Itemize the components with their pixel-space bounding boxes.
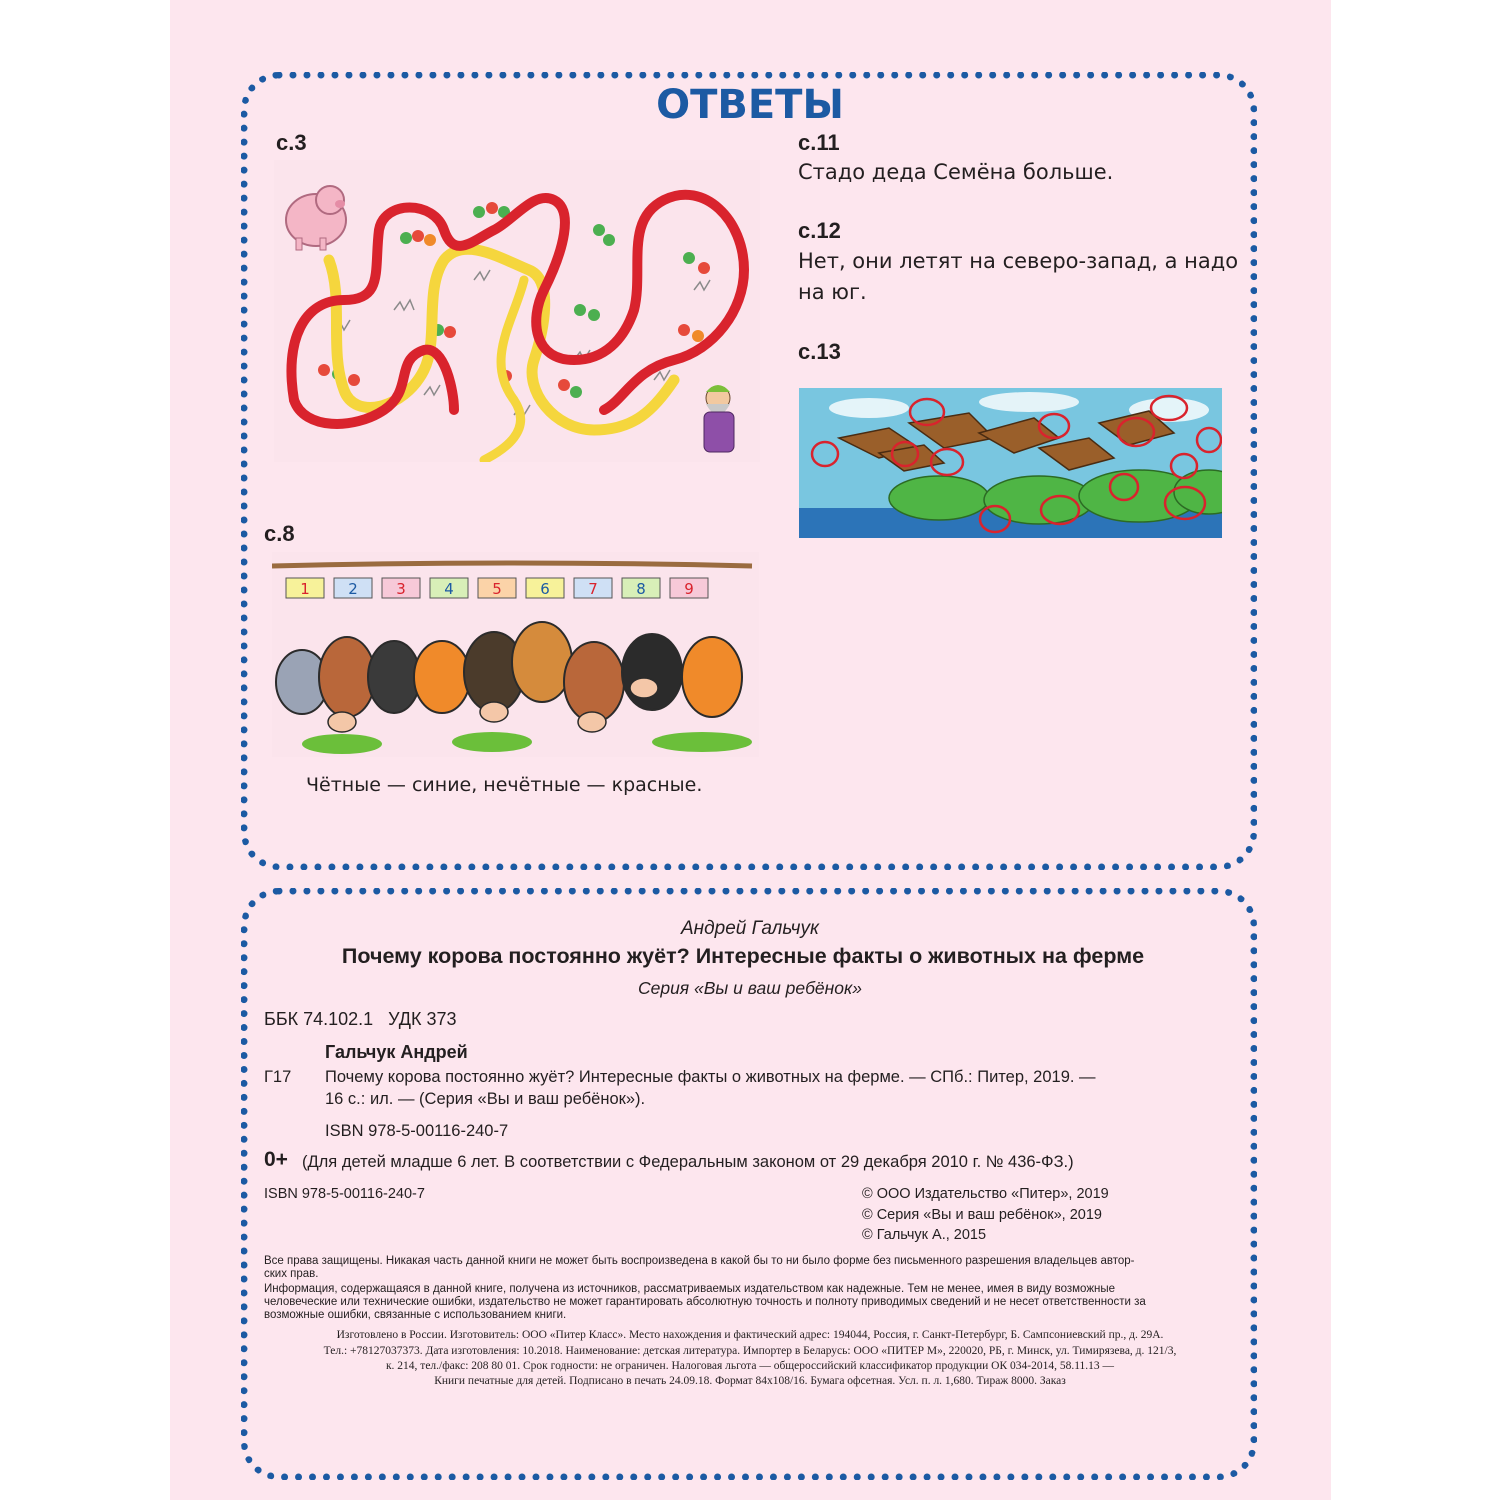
author-bold: Гальчук Андрей — [325, 1042, 468, 1062]
classification-codes: ББК 74.102.1 УДК 373 — [264, 1009, 457, 1029]
cow-number-label: 7 — [588, 580, 598, 598]
author-mark: Г17 — [264, 1068, 292, 1086]
cow-number-label: 3 — [396, 580, 406, 598]
cows-illustration — [272, 552, 759, 757]
description-line-1: Почему корова постоянно жуёт? Интересные факты о животных на ферме. — СПб.: Питер, 2019. — — [325, 1068, 1096, 1086]
rights-line-1: Все права защищены. Никакая часть данной книги не может быть воспроизведена в какой бы то ни было форме без письменного разрешения владельцев автор- — [264, 1255, 1135, 1267]
answers-title: ОТВЕТЫ — [656, 82, 844, 128]
cow-number-label: 8 — [636, 580, 646, 598]
copyright-publisher: © ООО Издательство «Питер», 2019 — [862, 1186, 1109, 1202]
page-11-label: с.11 — [798, 130, 840, 155]
age-rating: 0+ — [264, 1148, 288, 1171]
book-title: Почему корова постоянно жуёт? Интересные факты о животных на ферме — [341, 944, 1145, 968]
series-name: Серия «Вы и ваш ребёнок» — [637, 978, 863, 998]
birds-illustration — [799, 388, 1222, 538]
isbn: ISBN 978-5-00116-240-7 — [264, 1186, 425, 1202]
page-3-label: с.3 — [276, 130, 307, 155]
age-rating-note: (Для детей младше 6 лет. В соответствии с Федеральным законом от 29 декабря 2010 г. № 436-ФЗ.) — [302, 1153, 1074, 1171]
page-8-label: с.8 — [264, 521, 295, 546]
page-8-caption: Чётные — синие, нечётные — красные. — [306, 774, 703, 796]
info-line-2: человеческие или технические ошибки, издательство не может гарантировать абсолютную точность и полноту приводимых сведений и не несет ответственности за — [264, 1296, 1146, 1308]
copyright-series: © Серия «Вы и ваш ребёнок», 2019 — [862, 1207, 1103, 1223]
rights-line-2: ских прав. — [264, 1268, 319, 1280]
manufacture-line-2: Тел.: +78127037373. Дата изготовления: 10.2018. Наименование: детская литература. Импортер в Беларусь: ООО «ПИТЕР М», 220020, РБ, г. Минск, ул. Тимирязева, д. 121/3, — [323, 1345, 1177, 1357]
manufacture-line-3: к. 214, тел./факс: 208 80 01. Срок годности: не ограничен. Налоговая льгота — общероссийский классификатор продукции ОК 034-2014, 58.11.13 — — [385, 1360, 1115, 1372]
description-line-2: 16 с.: ил. — (Серия «Вы и ваш ребёнок»). — [325, 1090, 646, 1108]
cow-number-label: 1 — [300, 580, 310, 598]
page-12-answer-line-2: на юг. — [798, 280, 867, 304]
page-12-answer-line-1: Нет, они летят на северо-запад, а надо — [798, 249, 1239, 273]
maze-illustration — [274, 160, 760, 462]
cow-number-label: 4 — [444, 580, 454, 598]
info-line-1: Информация, содержащаяся в данной книге, получена из источников, рассматриваемых издательством как надежные. Тем не менее, имея в виду возможные — [264, 1283, 1116, 1295]
imprint-frame — [241, 888, 1257, 1480]
manufacture-line-4: Книги печатные для детей. Подписано в печать 24.09.18. Формат 84х108/16. Бумага офсетная. Усл. п. л. 1,680. Тираж 8000. Заказ — [434, 1375, 1066, 1387]
page-13-label: с.13 — [798, 339, 841, 364]
page-11-answer: Стадо деда Семёна больше. — [798, 160, 1114, 184]
cow-number-label: 2 — [348, 580, 358, 598]
copyright-author: © Гальчук А., 2015 — [862, 1227, 987, 1243]
cow-number-label: 5 — [492, 580, 502, 598]
page-12-label: с.12 — [798, 218, 841, 243]
manufacture-line-1: Изготовлено в России. Изготовитель: ООО «Питер Класс». Место нахождения и фактический адрес: 194044, Россия, г. Санкт-Петербург, Б. Сампсониевский пр., д. 29А. — [336, 1329, 1164, 1341]
cow-number-label: 9 — [684, 580, 694, 598]
isbn-inner: ISBN 978-5-00116-240-7 — [325, 1122, 509, 1140]
author-name: Андрей Гальчук — [681, 918, 819, 939]
info-line-3: возможные ошибки, связанные с использованием книги. — [264, 1309, 567, 1321]
cow-number-label: 6 — [540, 580, 550, 598]
